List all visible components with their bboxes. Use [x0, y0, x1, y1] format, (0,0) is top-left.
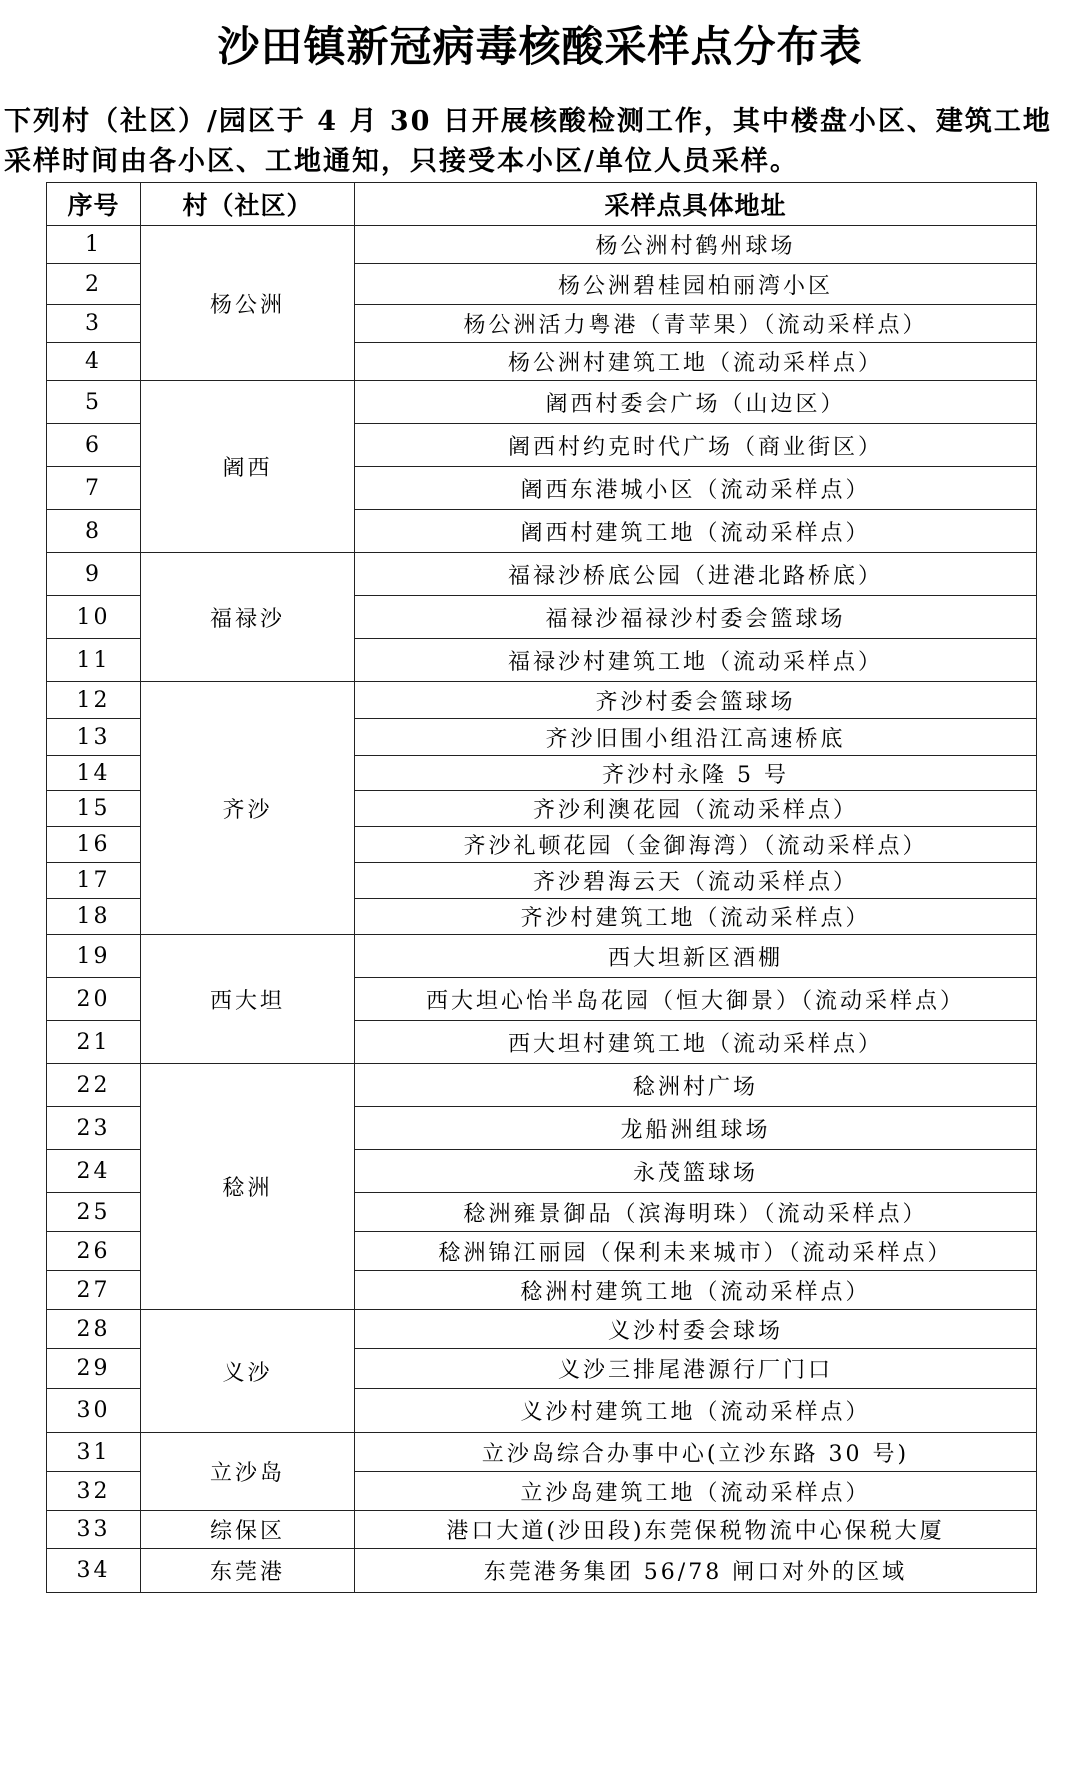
site-address: 义沙村建筑工地（流动采样点）	[355, 1389, 1037, 1433]
village-name: 阇西	[141, 381, 355, 553]
table-row	[47, 1310, 1037, 1349]
site-address: 齐沙碧海云天（流动采样点）	[355, 863, 1037, 899]
row-number: 6	[47, 424, 141, 467]
table-row	[47, 935, 1037, 978]
table-body	[47, 226, 1037, 1593]
site-address: 龙船洲组球场	[355, 1107, 1037, 1150]
row-number: 33	[47, 1511, 141, 1549]
site-address: 齐沙村永隆 5 号	[355, 756, 1037, 791]
village-name: 东莞港	[141, 1549, 355, 1593]
row-number: 8	[47, 510, 141, 553]
row-number: 16	[47, 827, 141, 863]
row-number: 29	[47, 1349, 141, 1389]
row-number: 25	[47, 1193, 141, 1232]
row-number: 32	[47, 1472, 141, 1511]
row-number: 27	[47, 1271, 141, 1310]
site-address: 齐沙村建筑工地（流动采样点）	[355, 899, 1037, 935]
table-row	[47, 1064, 1037, 1107]
row-number: 2	[47, 264, 141, 305]
table-row	[47, 226, 1037, 264]
sampling-sites-table	[46, 182, 1037, 1593]
site-address: 阇西村委会广场（山边区）	[355, 381, 1037, 424]
village-name: 稔洲	[141, 1064, 355, 1310]
site-address: 杨公洲碧桂园柏丽湾小区	[355, 264, 1037, 305]
row-number: 15	[47, 791, 141, 827]
site-address: 阇西东港城小区（流动采样点）	[355, 467, 1037, 510]
row-number: 4	[47, 343, 141, 381]
table-row	[47, 1549, 1037, 1593]
site-address: 义沙村委会球场	[355, 1310, 1037, 1349]
site-address: 立沙岛建筑工地（流动采样点）	[355, 1472, 1037, 1511]
row-number: 21	[47, 1021, 141, 1064]
site-address: 福禄沙村建筑工地（流动采样点）	[355, 639, 1037, 682]
site-address: 阇西村建筑工地（流动采样点）	[355, 510, 1037, 553]
table-row	[47, 682, 1037, 719]
village-name: 综保区	[141, 1511, 355, 1549]
site-address: 西大坦村建筑工地（流动采样点）	[355, 1021, 1037, 1064]
site-address: 齐沙礼顿花园（金御海湾）（流动采样点）	[355, 827, 1037, 863]
site-address: 阇西村约克时代广场（商业街区）	[355, 424, 1037, 467]
row-number: 22	[47, 1064, 141, 1107]
site-address: 杨公洲村建筑工地（流动采样点）	[355, 343, 1037, 381]
village-name: 杨公洲	[141, 226, 355, 381]
site-address: 稔洲锦江丽园（保利未来城市）（流动采样点）	[355, 1232, 1037, 1271]
site-address: 稔洲村建筑工地（流动采样点）	[355, 1271, 1037, 1310]
row-number: 31	[47, 1433, 141, 1472]
site-address: 杨公洲村鹤州球场	[355, 226, 1037, 264]
row-number: 14	[47, 756, 141, 791]
site-address: 福禄沙桥底公园（进港北路桥底）	[355, 553, 1037, 596]
row-number: 28	[47, 1310, 141, 1349]
site-address: 东莞港务集团 56/78 闸口对外的区域	[355, 1549, 1037, 1593]
row-number: 5	[47, 381, 141, 424]
site-address: 稔洲村广场	[355, 1064, 1037, 1107]
row-number: 11	[47, 639, 141, 682]
site-address: 福禄沙福禄沙村委会篮球场	[355, 596, 1037, 639]
site-address: 永茂篮球场	[355, 1150, 1037, 1193]
site-address: 齐沙利澳花园（流动采样点）	[355, 791, 1037, 827]
row-number: 9	[47, 553, 141, 596]
village-name: 立沙岛	[141, 1433, 355, 1511]
row-number: 19	[47, 935, 141, 978]
row-number: 30	[47, 1389, 141, 1433]
site-address: 港口大道(沙田段)东莞保税物流中心保税大厦	[355, 1511, 1037, 1549]
intro-paragraph: 下列村（社区）/园区于 4 月 30 日开展核酸检测工作，其中楼盘小区、建筑工地采样时间由各小区、工地通知，只接受本小区/单位人员采样。	[4, 106, 1052, 177]
row-number: 24	[47, 1150, 141, 1193]
table-header-row	[47, 183, 1037, 226]
page-title: 沙田镇新冠病毒核酸采样点分布表	[217, 22, 863, 71]
site-address: 义沙三排尾港源行厂门口	[355, 1349, 1037, 1389]
site-address: 齐沙旧围小组沿江高速桥底	[355, 719, 1037, 756]
row-number: 17	[47, 863, 141, 899]
row-number: 7	[47, 467, 141, 510]
village-name: 义沙	[141, 1310, 355, 1433]
row-number: 12	[47, 682, 141, 719]
row-number: 1	[47, 226, 141, 264]
village-name: 西大坦	[141, 935, 355, 1064]
site-address: 西大坦新区酒棚	[355, 935, 1037, 978]
table-row	[47, 381, 1037, 424]
table-row	[47, 1433, 1037, 1472]
row-number: 26	[47, 1232, 141, 1271]
table-row	[47, 1511, 1037, 1549]
site-address: 齐沙村委会篮球场	[355, 682, 1037, 719]
header-no: 序号	[47, 183, 141, 226]
table-row	[47, 553, 1037, 596]
row-number: 3	[47, 305, 141, 343]
site-address: 西大坦心怡半岛花园（恒大御景）（流动采样点）	[355, 978, 1037, 1021]
header-village: 村（社区）	[141, 183, 355, 226]
row-number: 13	[47, 719, 141, 756]
village-name: 福禄沙	[141, 553, 355, 682]
row-number: 18	[47, 899, 141, 935]
site-address: 立沙岛综合办事中心(立沙东路 30 号)	[355, 1433, 1037, 1472]
site-address: 稔洲雍景御品（滨海明珠）（流动采样点）	[355, 1193, 1037, 1232]
row-number: 23	[47, 1107, 141, 1150]
row-number: 10	[47, 596, 141, 639]
header-address: 采样点具体地址	[355, 183, 1037, 226]
row-number: 20	[47, 978, 141, 1021]
row-number: 34	[47, 1549, 141, 1593]
village-name: 齐沙	[141, 682, 355, 935]
site-address: 杨公洲活力粤港（青苹果）（流动采样点）	[355, 305, 1037, 343]
